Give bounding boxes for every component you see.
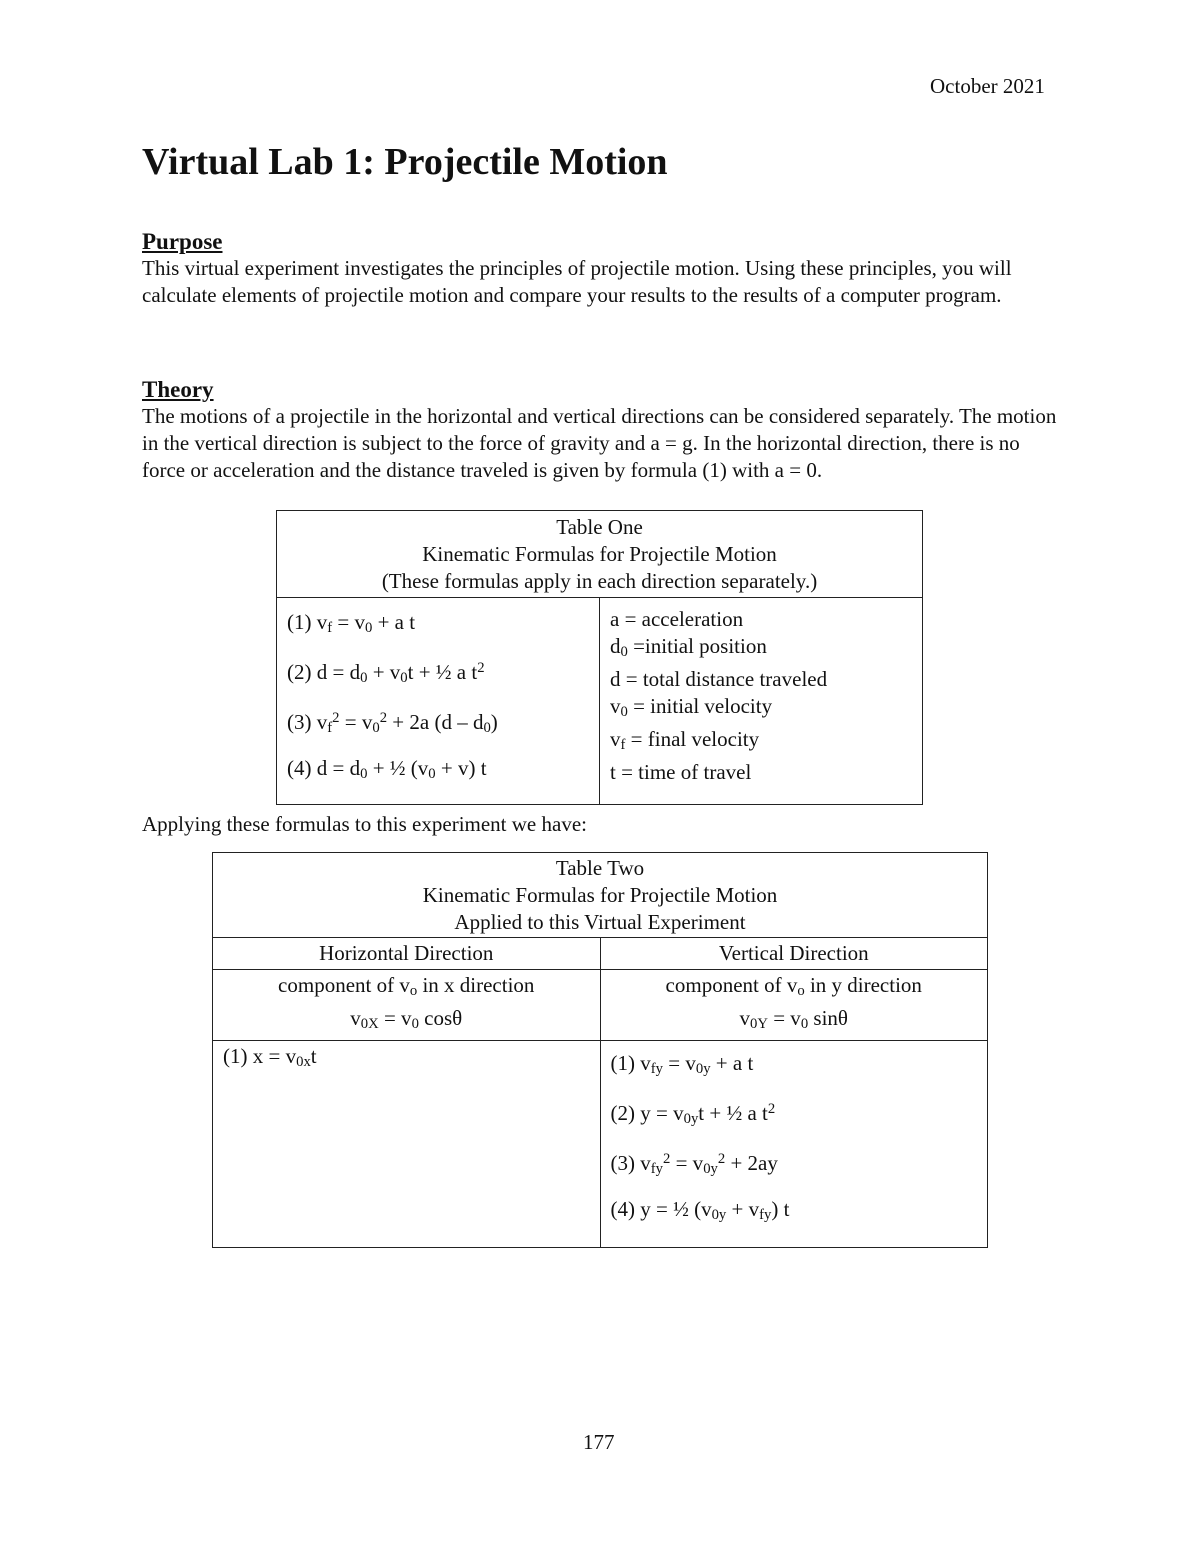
glossary-item: d = total distance traveled bbox=[610, 667, 828, 691]
vertical-component: component of $v_o$ in y direction $v_{0Y} = v_0$ sinθ bbox=[600, 970, 988, 1041]
formula-4: (4) $d = d_0$ + ½ $(v_0 + v)$ t bbox=[287, 756, 487, 782]
date-header: October 2021 bbox=[930, 74, 1045, 98]
formula-2: (2) $d = d_0 + v_0t$ + ½ a $t^2$ bbox=[287, 660, 485, 686]
table-two bbox=[212, 852, 988, 1248]
page-title: Virtual Lab 1: Projectile Motion bbox=[142, 141, 668, 183]
vertical-formula-3: (3) $v_{fy}^2 = v_{0y}^2 + 2ay$ bbox=[610, 1151, 778, 1177]
table-one-caption-line: Kinematic Formulas for Projectile Motion bbox=[422, 542, 777, 566]
table-one-glossary bbox=[600, 598, 923, 805]
vertical-formula-1: (1) $v_{fy} = v_{0y} + a$ t bbox=[610, 1051, 754, 1077]
applying-text: Applying these formulas to this experiment we have: bbox=[142, 812, 587, 836]
vertical-formulas bbox=[600, 1041, 988, 1248]
glossary-item: $v_0$ = initial velocity bbox=[610, 694, 773, 720]
table-one-caption-line: Table One bbox=[556, 515, 643, 539]
glossary-item: t = time of travel bbox=[610, 760, 752, 784]
column-header-vertical: Vertical Direction bbox=[600, 938, 988, 970]
table-one bbox=[276, 510, 923, 805]
page-number: 177 bbox=[583, 1430, 615, 1454]
table-one-formulas bbox=[277, 598, 600, 805]
horizontal-formula: (1) $x = v_{0x}t$ bbox=[213, 1041, 601, 1248]
formula-1: (1) $v_f = v_0 + a$ t bbox=[287, 610, 416, 636]
theory-heading: Theory bbox=[142, 377, 214, 402]
table-one-caption bbox=[277, 511, 923, 598]
glossary-item: $v_f$ = final velocity bbox=[610, 727, 760, 753]
formula-3: (3) $v_f^2 = v_0^2 + 2a$ $(d - d_0)$ bbox=[287, 710, 498, 736]
table-two-caption-line: Table Two bbox=[555, 856, 645, 880]
theory-section bbox=[142, 376, 1062, 484]
table-two-caption-line: Applied to this Virtual Experiment bbox=[454, 910, 746, 934]
purpose-text: This virtual experiment investigates the principles of projectile motion. Using these principles, you will calculate elements of projectile motion and compare your results to the results of a computer program. bbox=[142, 256, 1012, 307]
purpose-heading: Purpose bbox=[142, 229, 223, 254]
purpose-section bbox=[142, 228, 1062, 309]
vertical-formula-4: (4) y = ½ $(v_{0y} + v_{fy})$ t bbox=[610, 1197, 790, 1223]
table-one-caption-line: (These formulas apply in each direction separately.) bbox=[381, 569, 818, 593]
table-two-caption-line: Kinematic Formulas for Projectile Motion bbox=[422, 883, 778, 907]
column-header-horizontal: Horizontal Direction bbox=[213, 938, 601, 970]
glossary-item: $d_0$ =initial position bbox=[610, 634, 767, 660]
table-two-caption bbox=[213, 853, 988, 938]
horizontal-component: component of $v_o$ in x direction $v_{0X} = v_0$ cosθ bbox=[213, 970, 601, 1041]
vertical-formula-2: (2) $y = v_{0y}t$ + ½ a $t^2$ bbox=[610, 1101, 776, 1127]
glossary-item: a = acceleration bbox=[610, 607, 744, 631]
theory-text: The motions of a projectile in the horizontal and vertical directions can be considered separately. The motion in the vertical direction is subject to the force of gravity and a = g. In the horizontal direction, there is no force or acceleration and the distance traveled is given by formula (1) with a = 0. bbox=[142, 404, 1057, 482]
